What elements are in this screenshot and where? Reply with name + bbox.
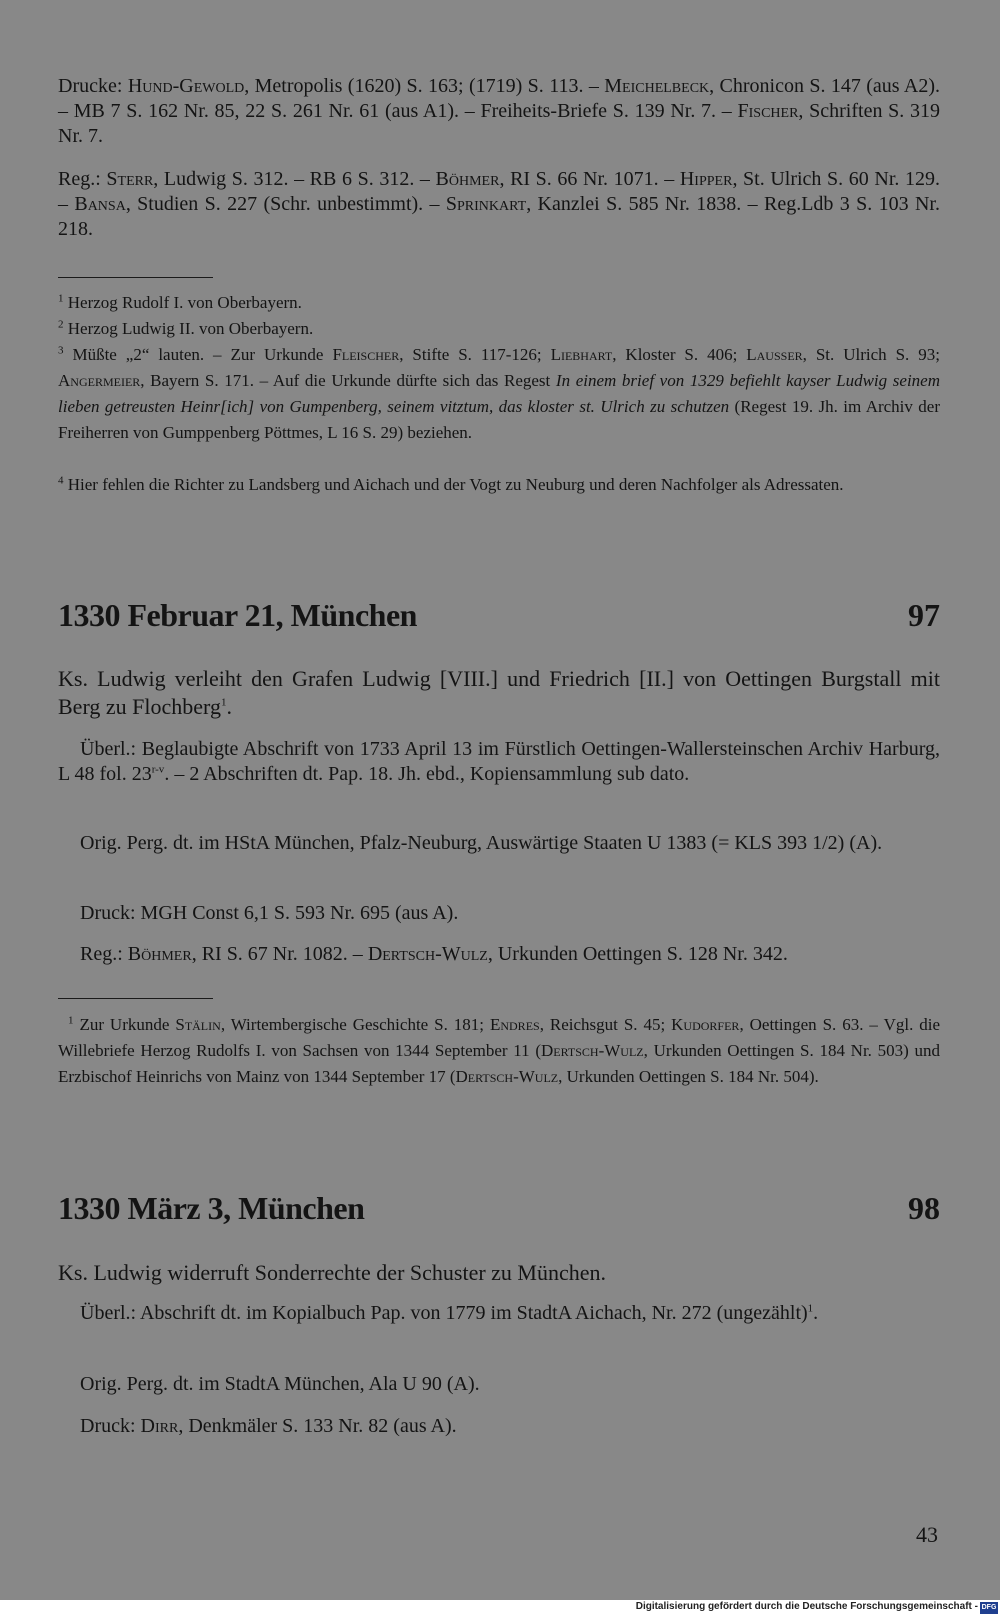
original-note: [58, 1372, 940, 1397]
author-name: Böhmer: [127, 943, 192, 965]
transmission-note: [58, 1301, 940, 1326]
summary-text: .: [226, 694, 232, 719]
document-date-place: 1330 März 3, München: [58, 1190, 365, 1226]
footnote-mark: 3: [58, 344, 64, 357]
author-name: Fischer: [737, 100, 799, 122]
regest-note: [58, 942, 940, 967]
footnote: [58, 1012, 940, 1090]
footnote-text: , Urkunden Oettingen S. 184 Nr. 504).: [558, 1067, 819, 1086]
original-note: [58, 831, 940, 856]
ref-text: , Schriften S. 319 Nr. 7.: [58, 100, 941, 147]
footnote-text: , St. Ulrich S. 93;: [802, 345, 940, 364]
regest-quote: In einem brief von 1329 befiehlt kayser Ludwig seinem lieben getreusten Heinr[ich] von Gumpenberg, seinem vitztum, das kloster st. Ulrich zu schutzen: [58, 371, 940, 416]
original-text: Orig. Perg. dt. im HStA München, Pfalz-Neuburg, Auswärtige Staaten U 1383 (= KLS 393 1/2) (A).: [80, 832, 883, 854]
dfg-logo-icon: DFG: [980, 1602, 998, 1614]
footnote: [58, 342, 940, 446]
author-name: Fleischer: [332, 345, 400, 364]
ref-text: , Studien S. 227 (Schr. unbestimmt). –: [125, 193, 446, 215]
folio-mark: r-v: [151, 763, 165, 776]
footnote-text: Herzog Ludwig II. von Oberbayern.: [67, 319, 314, 338]
summary-text: Ks. Ludwig verleiht den Grafen Ludwig [VIII.] und Friedrich [II.] von Oettingen Burgstall mit Berg zu Flochberg: [58, 666, 940, 719]
print-text: , Denkmäler S. 133 Nr. 82 (aus A).: [178, 1415, 457, 1437]
document-number: 97: [908, 597, 940, 633]
footnote-text: Zur Urkunde: [79, 1015, 176, 1034]
ref-text: Reg.:: [58, 168, 107, 190]
transmission-text: Überl.: Beglaubigte Abschrift von 1733 April 13 im Fürstlich Oettingen-Wallersteinschen Archiv Harburg, L 48 fol. 23: [58, 738, 940, 785]
footnote-text: Müßte „2“ lauten. – Zur Urkunde: [72, 345, 333, 364]
ref-text: , Kanzlei S. 585 Nr. 1838. – Reg.Ldb 3 S. 103 Nr. 218.: [58, 193, 940, 240]
author-name: Lausser: [746, 345, 803, 364]
author-name: Hund-Gewold: [127, 75, 245, 97]
ref-text: , RI S. 66 Nr. 1071. –: [499, 168, 680, 190]
regest-text: Reg.:: [80, 943, 128, 965]
original-text: Orig. Perg. dt. im StadtA München, Ala U 90 (A).: [80, 1373, 480, 1395]
document-summary: [58, 1259, 940, 1287]
footnote: [58, 472, 940, 498]
footnote-text: , Wirtembergische Geschichte S. 181;: [220, 1015, 490, 1034]
document-heading: [58, 1190, 940, 1234]
footnote-separator: [58, 998, 213, 999]
digitization-footer: [0, 1600, 1000, 1616]
footnote-mark: 1: [807, 1302, 814, 1315]
author-name: Dertsch-Wulz: [455, 1067, 559, 1086]
print-text: Druck:: [80, 1415, 141, 1437]
footnote-mark: 1: [220, 696, 227, 709]
author-name: Kudorfer: [671, 1015, 740, 1034]
footnote-text: Hier fehlen die Richter zu Landsberg und Aichach und der Vogt zu Neuburg und deren Nachfolger als Adressaten.: [67, 475, 844, 494]
footnote-text: , Stifte S. 117-126;: [399, 345, 551, 364]
transmission-note: [58, 737, 940, 787]
funding-notice: Digitalisierung gefördert durch die Deutsche Forschungsgemeinschaft -: [635, 1601, 978, 1612]
document-summary: [58, 665, 940, 721]
author-name: Liebhart: [550, 345, 613, 364]
footnote-mark: 2: [58, 318, 64, 331]
footnote-mark: 1: [58, 292, 64, 305]
ref-text: Drucke:: [58, 75, 128, 97]
footnote: [58, 290, 940, 316]
footnote-separator: [58, 277, 213, 278]
author-name: Bansa: [74, 193, 126, 215]
author-name: Hipper: [679, 168, 733, 190]
footnote-text: , Bayern S. 171. – Auf die Urkunde dürfte sich das Regest: [140, 371, 556, 390]
transmission-text: .: [813, 1302, 819, 1324]
footnote: [58, 316, 940, 342]
footnote-text: (Regest 19. Jh. im Archiv der Freiherren von Gumppenberg Pöttmes, L 16 S. 29) beziehen.: [58, 397, 941, 442]
regest-references: [58, 167, 940, 242]
author-name: Dirr: [140, 1415, 179, 1437]
ref-text: , Chronicon S. 147 (aus A2). – MB 7 S. 162 Nr. 85, 22 S. 261 Nr. 61 (aus A1). – Freiheits-Briefe S. 139 Nr. 7. –: [58, 75, 940, 122]
author-name: Sterr: [106, 168, 154, 190]
regest-text: , Urkunden Oettingen S. 128 Nr. 342.: [487, 943, 788, 965]
document-date-place: 1330 Februar 21, München: [58, 597, 417, 633]
page-number: 43: [916, 1522, 938, 1547]
footnote-text: , Urkunden Oettingen S. 184 Nr. 503) und Erzbischof Heinrichs von Mainz von 1344 September 17 (: [58, 1041, 940, 1086]
transmission-text: . – 2 Abschriften dt. Pap. 18. Jh. ebd., Kopiensammlung sub dato.: [164, 763, 690, 785]
author-name: Stälin: [175, 1015, 221, 1034]
ref-text: , Ludwig S. 312. – RB 6 S. 312. –: [153, 168, 436, 190]
footnote-text: , Kloster S. 406;: [612, 345, 747, 364]
print-note: [58, 1414, 940, 1439]
document-heading: [58, 597, 940, 641]
footnote-text: Herzog Rudolf I. von Oberbayern.: [67, 293, 302, 312]
footnote-mark: 4: [58, 474, 64, 487]
regest-text: , RI S. 67 Nr. 1082. –: [191, 943, 368, 965]
author-name: Dertsch-Wulz: [367, 943, 488, 965]
footnote-text: , Reichsgut S. 45;: [539, 1015, 672, 1034]
footnote-text: , Oettingen S. 63. – Vgl. die Willebriefe Herzog Rudolfs I. von Sachsen von 1344 September 11 (: [58, 1015, 941, 1060]
ref-text: , St. Ulrich S. 60 Nr. 129. –: [58, 168, 940, 215]
author-name: Meichelbeck: [604, 75, 710, 97]
footnote-mark: 1: [68, 1014, 74, 1027]
print-references: [58, 74, 940, 149]
print-text: Druck: MGH Const 6,1 S. 593 Nr. 695 (aus A).: [80, 902, 459, 924]
author-name: Dertsch-Wulz: [541, 1041, 644, 1060]
author-name: Böhmer: [435, 168, 500, 190]
print-note: [58, 901, 940, 926]
document-number: 98: [908, 1190, 940, 1226]
transmission-text: Überl.: Abschrift dt. im Kopialbuch Pap. von 1779 im StadtA Aichach, Nr. 272 (ungezählt): [80, 1302, 808, 1324]
author-name: Sprinkart: [445, 193, 527, 215]
summary-text: Ks. Ludwig widerruft Sonderrechte der Schuster zu München.: [58, 1260, 607, 1285]
author-name: Angermeier: [58, 371, 141, 390]
author-name: Endres: [489, 1015, 540, 1034]
ref-text: , Metropolis (1620) S. 163; (1719) S. 113. –: [244, 75, 605, 97]
